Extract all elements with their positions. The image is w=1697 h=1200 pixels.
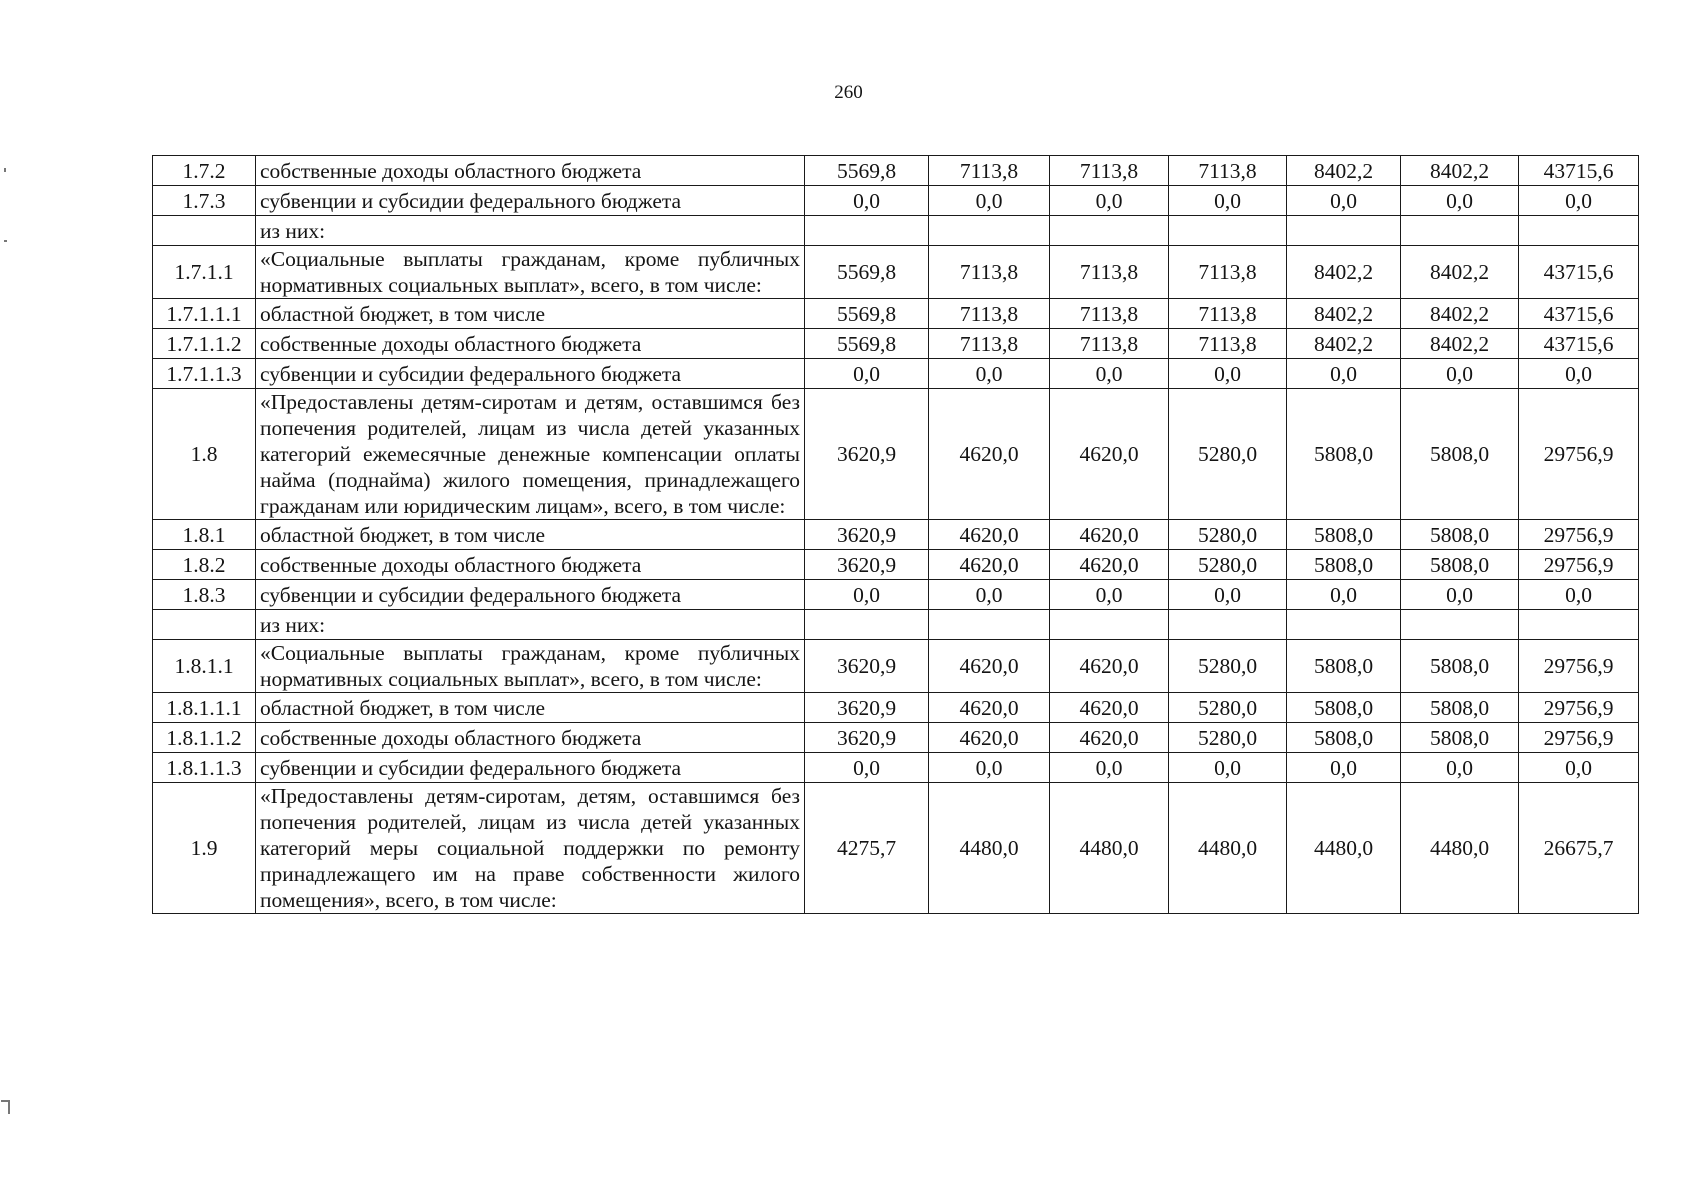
value-cell: 5280,0 <box>1169 640 1287 693</box>
value-cell: 4480,0 <box>1169 783 1287 914</box>
value-cell: 7113,8 <box>1050 156 1169 186</box>
value-cell: 0,0 <box>1287 753 1401 783</box>
row-description: «Предоставлены детям-сиротам и детям, оставшимся без попечения родителей, лицам из числа детей указанных категорий ежемесячные денежные компенсации оплаты найма (поднайма) жилого помещения, принадлежащего гражданам или юридическим лицам», всего, в том числе: <box>256 389 805 520</box>
table-row <box>153 156 1639 186</box>
value-cell <box>1287 610 1401 640</box>
value-cell: 0,0 <box>1169 753 1287 783</box>
value-cell: 5569,8 <box>805 329 929 359</box>
value-cell: 5808,0 <box>1401 389 1519 520</box>
table-row <box>153 359 1639 389</box>
value-cell: 8402,2 <box>1401 299 1519 329</box>
value-cell: 29756,9 <box>1519 550 1639 580</box>
value-cell: 7113,8 <box>929 299 1050 329</box>
value-cell: 0,0 <box>805 359 929 389</box>
value-cell: 26675,7 <box>1519 783 1639 914</box>
value-cell <box>1519 216 1639 246</box>
value-cell <box>1169 610 1287 640</box>
value-cell: 0,0 <box>1169 580 1287 610</box>
row-code: 1.8.2 <box>153 550 256 580</box>
table-row <box>153 520 1639 550</box>
value-cell: 5808,0 <box>1401 520 1519 550</box>
value-cell: 7113,8 <box>1169 246 1287 299</box>
value-cell: 43715,6 <box>1519 156 1639 186</box>
table-row <box>153 389 1639 520</box>
value-cell: 29756,9 <box>1519 520 1639 550</box>
value-cell: 7113,8 <box>929 246 1050 299</box>
value-cell: 3620,9 <box>805 723 929 753</box>
row-description: «Предоставлены детям-сиротам, детям, оставшимся без попечения родителей, лицам из числа детей указанных категорий меры социальной поддержки по ремонту принадлежащего им на праве собственности жилого помещения», всего, в том числе: <box>256 783 805 914</box>
table-row <box>153 299 1639 329</box>
value-cell: 4620,0 <box>1050 723 1169 753</box>
row-code: 1.7.1.1.1 <box>153 299 256 329</box>
value-cell: 4480,0 <box>1287 783 1401 914</box>
value-cell: 43715,6 <box>1519 246 1639 299</box>
value-cell: 29756,9 <box>1519 693 1639 723</box>
value-cell <box>1050 216 1169 246</box>
value-cell: 7113,8 <box>929 329 1050 359</box>
table-row <box>153 550 1639 580</box>
value-cell: 3620,9 <box>805 550 929 580</box>
value-cell: 0,0 <box>1519 753 1639 783</box>
value-cell: 5280,0 <box>1169 520 1287 550</box>
row-code: 1.8 <box>153 389 256 520</box>
value-cell: 4620,0 <box>929 723 1050 753</box>
table-row <box>153 186 1639 216</box>
value-cell: 4620,0 <box>1050 550 1169 580</box>
table-row <box>153 580 1639 610</box>
row-description: субвенции и субсидии федерального бюджета <box>256 753 805 783</box>
row-description: собственные доходы областного бюджета <box>256 329 805 359</box>
value-cell: 7113,8 <box>1169 156 1287 186</box>
row-description: областной бюджет, в том числе <box>256 520 805 550</box>
value-cell: 5808,0 <box>1287 520 1401 550</box>
value-cell: 5808,0 <box>1401 640 1519 693</box>
value-cell: 0,0 <box>929 186 1050 216</box>
value-cell: 5280,0 <box>1169 389 1287 520</box>
value-cell: 7113,8 <box>1050 299 1169 329</box>
value-cell: 43715,6 <box>1519 299 1639 329</box>
value-cell: 29756,9 <box>1519 723 1639 753</box>
value-cell: 0,0 <box>1401 580 1519 610</box>
value-cell: 5808,0 <box>1401 693 1519 723</box>
row-description: субвенции и субсидии федерального бюджета <box>256 359 805 389</box>
value-cell <box>929 216 1050 246</box>
value-cell: 5808,0 <box>1401 550 1519 580</box>
row-code: 1.7.3 <box>153 186 256 216</box>
value-cell: 5808,0 <box>1287 389 1401 520</box>
row-code <box>153 216 256 246</box>
value-cell: 7113,8 <box>1169 329 1287 359</box>
scan-mark <box>4 168 6 172</box>
row-description: из них: <box>256 216 805 246</box>
value-cell: 7113,8 <box>1050 329 1169 359</box>
value-cell: 0,0 <box>805 580 929 610</box>
value-cell <box>1401 216 1519 246</box>
value-cell: 5808,0 <box>1287 693 1401 723</box>
value-cell: 4620,0 <box>1050 640 1169 693</box>
row-description: собственные доходы областного бюджета <box>256 723 805 753</box>
value-cell <box>805 610 929 640</box>
value-cell: 4620,0 <box>1050 520 1169 550</box>
table-row <box>153 693 1639 723</box>
value-cell: 0,0 <box>1401 753 1519 783</box>
value-cell: 0,0 <box>929 580 1050 610</box>
value-cell: 8402,2 <box>1287 156 1401 186</box>
row-description: субвенции и субсидии федерального бюджета <box>256 186 805 216</box>
value-cell <box>1401 610 1519 640</box>
value-cell: 8402,2 <box>1401 246 1519 299</box>
value-cell: 5808,0 <box>1287 640 1401 693</box>
value-cell: 4480,0 <box>1050 783 1169 914</box>
value-cell: 5808,0 <box>1287 723 1401 753</box>
table-row <box>153 246 1639 299</box>
table-row <box>153 640 1639 693</box>
value-cell: 8402,2 <box>1287 329 1401 359</box>
value-cell: 8402,2 <box>1287 246 1401 299</box>
value-cell: 4620,0 <box>929 693 1050 723</box>
value-cell: 0,0 <box>1050 753 1169 783</box>
value-cell: 0,0 <box>1401 359 1519 389</box>
value-cell: 4480,0 <box>1401 783 1519 914</box>
row-description: собственные доходы областного бюджета <box>256 156 805 186</box>
value-cell: 0,0 <box>929 753 1050 783</box>
table-row <box>153 723 1639 753</box>
row-description: областной бюджет, в том числе <box>256 693 805 723</box>
value-cell: 0,0 <box>929 359 1050 389</box>
value-cell: 5808,0 <box>1287 550 1401 580</box>
value-cell: 43715,6 <box>1519 329 1639 359</box>
value-cell: 4620,0 <box>929 550 1050 580</box>
value-cell: 29756,9 <box>1519 389 1639 520</box>
value-cell: 0,0 <box>1401 186 1519 216</box>
row-code: 1.7.1.1 <box>153 246 256 299</box>
row-code: 1.7.1.1.3 <box>153 359 256 389</box>
table-row <box>153 753 1639 783</box>
value-cell: 0,0 <box>1050 580 1169 610</box>
value-cell: 29756,9 <box>1519 640 1639 693</box>
value-cell: 4275,7 <box>805 783 929 914</box>
value-cell: 5280,0 <box>1169 723 1287 753</box>
value-cell: 3620,9 <box>805 693 929 723</box>
value-cell: 8402,2 <box>1401 156 1519 186</box>
row-code: 1.8.1.1.1 <box>153 693 256 723</box>
value-cell: 0,0 <box>1287 580 1401 610</box>
row-code: 1.8.1.1 <box>153 640 256 693</box>
value-cell: 0,0 <box>805 753 929 783</box>
value-cell: 7113,8 <box>929 156 1050 186</box>
row-description: областной бюджет, в том числе <box>256 299 805 329</box>
value-cell <box>1287 216 1401 246</box>
row-code: 1.9 <box>153 783 256 914</box>
table-row <box>153 329 1639 359</box>
value-cell: 4620,0 <box>929 389 1050 520</box>
value-cell: 5569,8 <box>805 246 929 299</box>
value-cell: 0,0 <box>1169 186 1287 216</box>
row-description: субвенции и субсидии федерального бюджета <box>256 580 805 610</box>
row-code: 1.8.3 <box>153 580 256 610</box>
value-cell: 5569,8 <box>805 156 929 186</box>
row-description: собственные доходы областного бюджета <box>256 550 805 580</box>
budget-table <box>152 155 1639 914</box>
value-cell: 3620,9 <box>805 520 929 550</box>
value-cell: 4620,0 <box>1050 693 1169 723</box>
value-cell: 5569,8 <box>805 299 929 329</box>
value-cell: 0,0 <box>1519 580 1639 610</box>
value-cell: 8402,2 <box>1401 329 1519 359</box>
value-cell: 0,0 <box>1519 186 1639 216</box>
value-cell: 4620,0 <box>929 640 1050 693</box>
value-cell: 4620,0 <box>929 520 1050 550</box>
value-cell: 0,0 <box>805 186 929 216</box>
row-code: 1.7.2 <box>153 156 256 186</box>
table-row <box>153 216 1639 246</box>
row-description: «Социальные выплаты гражданам, кроме публичных нормативных социальных выплат», всего, в том числе: <box>256 640 805 693</box>
value-cell: 0,0 <box>1169 359 1287 389</box>
value-cell <box>805 216 929 246</box>
row-description: «Социальные выплаты гражданам, кроме публичных нормативных социальных выплат», всего, в том числе: <box>256 246 805 299</box>
row-code <box>153 610 256 640</box>
value-cell: 5280,0 <box>1169 693 1287 723</box>
value-cell: 0,0 <box>1287 186 1401 216</box>
value-cell: 0,0 <box>1050 359 1169 389</box>
value-cell: 5808,0 <box>1401 723 1519 753</box>
value-cell <box>1050 610 1169 640</box>
scan-mark <box>4 240 7 242</box>
value-cell: 7113,8 <box>1050 246 1169 299</box>
table-row <box>153 610 1639 640</box>
row-code: 1.8.1.1.2 <box>153 723 256 753</box>
value-cell: 3620,9 <box>805 640 929 693</box>
value-cell: 3620,9 <box>805 389 929 520</box>
row-description: из них: <box>256 610 805 640</box>
row-code: 1.8.1 <box>153 520 256 550</box>
value-cell: 8402,2 <box>1287 299 1401 329</box>
table-row <box>153 783 1639 914</box>
scan-mark <box>8 1100 10 1114</box>
page-number: 260 <box>834 82 863 103</box>
value-cell: 0,0 <box>1519 359 1639 389</box>
value-cell: 7113,8 <box>1169 299 1287 329</box>
value-cell <box>1169 216 1287 246</box>
value-cell <box>1519 610 1639 640</box>
value-cell <box>929 610 1050 640</box>
value-cell: 4620,0 <box>1050 389 1169 520</box>
value-cell: 0,0 <box>1287 359 1401 389</box>
value-cell: 5280,0 <box>1169 550 1287 580</box>
row-code: 1.7.1.1.2 <box>153 329 256 359</box>
value-cell: 0,0 <box>1050 186 1169 216</box>
value-cell: 4480,0 <box>929 783 1050 914</box>
row-code: 1.8.1.1.3 <box>153 753 256 783</box>
table-body <box>153 156 1639 914</box>
